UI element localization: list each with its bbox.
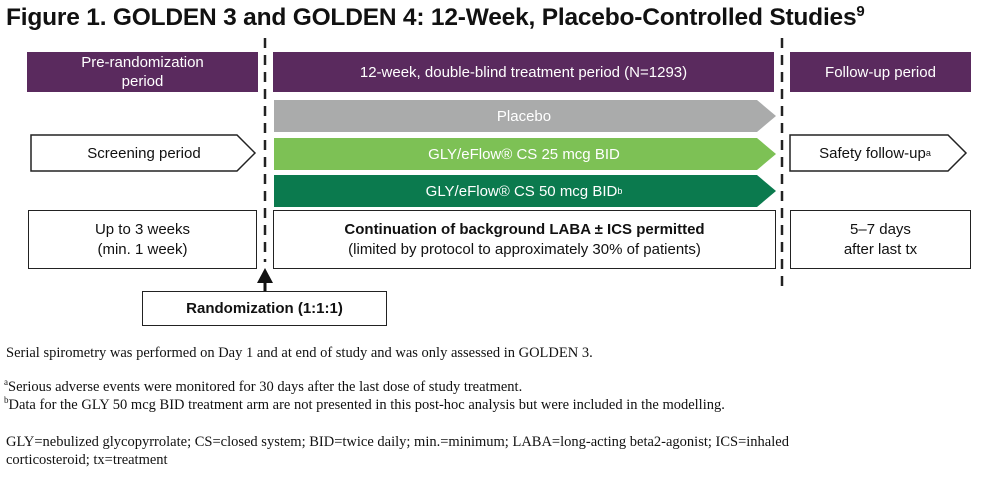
screening-duration-box	[28, 210, 257, 269]
randomization-label: Randomization (1:1:1)	[186, 299, 343, 317]
background-therapy-box	[273, 210, 776, 269]
footnote-b-text: Data for the GLY 50 mcg BID treatment arm are not presented in this post-hoc analysis but were included in the modelling.	[8, 397, 725, 413]
follow-up-duration-box	[790, 210, 971, 269]
footnote-b	[4, 396, 725, 414]
abbreviations-note	[6, 433, 789, 469]
screening-label: Screening period	[87, 144, 201, 162]
gly25-label: GLY/eFlow® CS 25 mcg BID	[428, 145, 620, 163]
spirometry-note-text: Serial spirometry was performed on Day 1 and at end of study and was only assessed in GOLDEN 3.	[6, 345, 593, 361]
gly50-arm: GLY/eFlow® CS 50 mcg BID b	[425, 182, 623, 200]
footnote-a-mark: a	[4, 377, 8, 388]
gly25-arm	[274, 138, 774, 170]
pre-randomization-header	[27, 52, 258, 92]
follow-up-duration-line2: after last tx	[843, 240, 918, 258]
follow-up-label: Follow-up period	[825, 63, 936, 81]
screening-arrow	[31, 135, 257, 171]
screening-duration-line2: (min. 1 week)	[97, 240, 188, 258]
background-therapy-line2: (limited by protocol to approximately 30% of patients)	[348, 240, 701, 258]
footnote-b-mark: b	[4, 395, 9, 406]
spirometry-note	[6, 344, 593, 362]
randomization-arrow-head	[257, 268, 273, 283]
treatment-period-label: 12-week, double-blind treatment period (N=1293)	[359, 63, 688, 81]
footnote-a-text: Serious adverse events were monitored for 30 days after the last dose of study treatment.	[8, 379, 523, 395]
follow-up-duration-line1: 5–7 days	[850, 220, 911, 238]
footnote-a	[4, 378, 522, 396]
treatment-period-header	[273, 52, 774, 92]
gly50-label: GLY/eFlow® CS 50 mcg BID	[425, 182, 618, 200]
randomization-box	[142, 291, 387, 326]
figure-title-text: Figure 1. GOLDEN 3 and GOLDEN 4: 12-Week, Placebo-Controlled Studies	[6, 4, 857, 31]
title-reference-mark: 9	[856, 2, 865, 20]
safety-arrow: Safety follow-up a	[819, 144, 931, 162]
safety-label: Safety follow-up	[819, 144, 926, 162]
follow-up-header	[790, 52, 971, 92]
screening-duration-line1: Up to 3 weeks	[94, 220, 191, 238]
abbreviations-line2: corticosteroid; tx=treatment	[6, 452, 168, 468]
pre-randomization-label: Pre-randomization period	[81, 54, 204, 90]
placebo-arm	[274, 100, 774, 132]
abbreviations-line1: GLY=nebulized glycopyrrolate; CS=closed system; BID=twice daily; min.=minimum; LABA=long-acting beta2-agonist; ICS=inhaled	[6, 434, 789, 450]
placebo-label: Placebo	[496, 107, 552, 125]
background-therapy-line1: Continuation of background LABA ± ICS permitted	[344, 220, 705, 238]
